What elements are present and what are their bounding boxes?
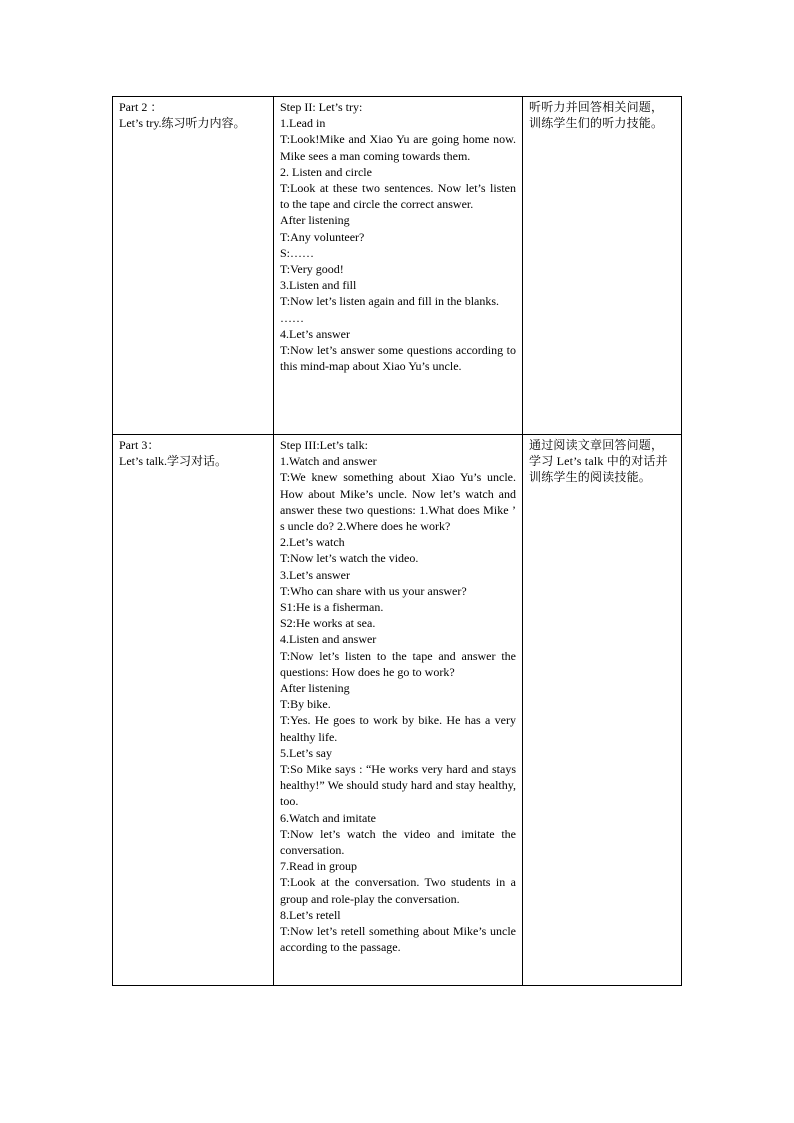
steps-cell — [274, 97, 523, 435]
step-line: 2.Let’s watch — [280, 535, 345, 550]
step-line: T:Who can share with us your answer? — [280, 583, 467, 598]
step-line: Step III:Let’s talk: — [280, 438, 368, 452]
part-title: Part 2 ： — [119, 100, 163, 114]
step-line: 7.Read in group — [280, 859, 357, 874]
step-line: S:…… — [280, 245, 315, 260]
step-line: 1.Lead in — [280, 116, 326, 131]
purpose-text: 听听力并回答相关问题，训练学生们的听力技能。 — [529, 100, 664, 131]
step-line: …… — [280, 310, 304, 325]
step-line: After listening — [280, 681, 350, 696]
step-line: T:Look at these two sentences. Now let’s listen to the tape and circle the correct answer. — [280, 181, 516, 212]
step-line: After listening — [280, 213, 350, 228]
step-line: T:Now let’s answer some questions according to this mind-map about Xiao Yu’s uncle. — [280, 343, 516, 374]
step-line: 8.Let’s retell — [280, 907, 341, 922]
step-line: T:Yes. He goes to work by bike. He has a very healthy life. — [280, 713, 516, 744]
lesson-plan-table — [112, 96, 682, 986]
step-line: T:Now let’s watch the video and imitate the conversation. — [280, 826, 516, 858]
step-line: T:We knew something about Xiao Yu’s uncle. How about Mike’s uncle. Now let’s watch and answer these two questions: 1.What does Mike ’ s uncle do? 2.Where does he work? — [280, 470, 516, 534]
step-line: T:Now let’s watch the video. — [280, 551, 419, 566]
step-line: 2. Listen and circle — [280, 164, 372, 179]
table-body — [113, 97, 682, 986]
step-line: T:Look!Mike and Xiao Yu are going home now. Mike sees a man coming towards them. — [280, 132, 516, 163]
purpose-text: 通过阅读文章回答问题，学习 Let’s talk 中的对话并训练学生的阅读技能。 — [529, 438, 668, 485]
part-title: Part 3： — [119, 438, 160, 452]
part-description: Let’s talk.学习对话。 — [119, 454, 227, 469]
step-line: T:Any volunteer? — [280, 229, 365, 244]
step-line: 4.Listen and answer — [280, 632, 377, 647]
step-line: T:Look at the conversation. Two students in a group and role-play the conversation. — [280, 875, 516, 906]
step-line: T:By bike. — [280, 697, 331, 712]
step-line: T:Now let’s listen again and fill in the blanks. — [280, 294, 500, 309]
step-line: 3.Listen and fill — [280, 278, 357, 293]
step-line: T:So Mike says : “He works very hard and stays healthy!” We should study hard and stay healthy, too. — [280, 762, 516, 809]
step-line: 5.Let’s say — [280, 745, 332, 760]
part-cell — [113, 97, 274, 435]
table-row — [113, 435, 682, 986]
table-row — [113, 97, 682, 435]
step-line: 3.Let’s answer — [280, 567, 350, 582]
step-line: T:Now let’s listen to the tape and answer the questions: How does he go to work? — [280, 648, 516, 679]
step-line: S1:He is a fisherman. — [280, 600, 384, 615]
step-line: T:Now let’s retell something about Mike’s uncle according to the passage. — [280, 924, 516, 955]
purpose-cell — [523, 435, 682, 986]
part-description: Let’s try.练习听力内容。 — [119, 116, 246, 131]
step-line: T:Very good! — [280, 262, 344, 277]
step-line: Step II: Let’s try: — [280, 100, 363, 114]
purpose-cell — [523, 97, 682, 435]
part-cell — [113, 435, 274, 986]
step-line: 1.Watch and answer — [280, 454, 377, 469]
step-line: S2:He works at sea. — [280, 616, 376, 631]
steps-cell — [274, 435, 523, 986]
step-line: 4.Let’s answer — [280, 326, 350, 341]
step-line: 6.Watch and imitate — [280, 810, 376, 825]
